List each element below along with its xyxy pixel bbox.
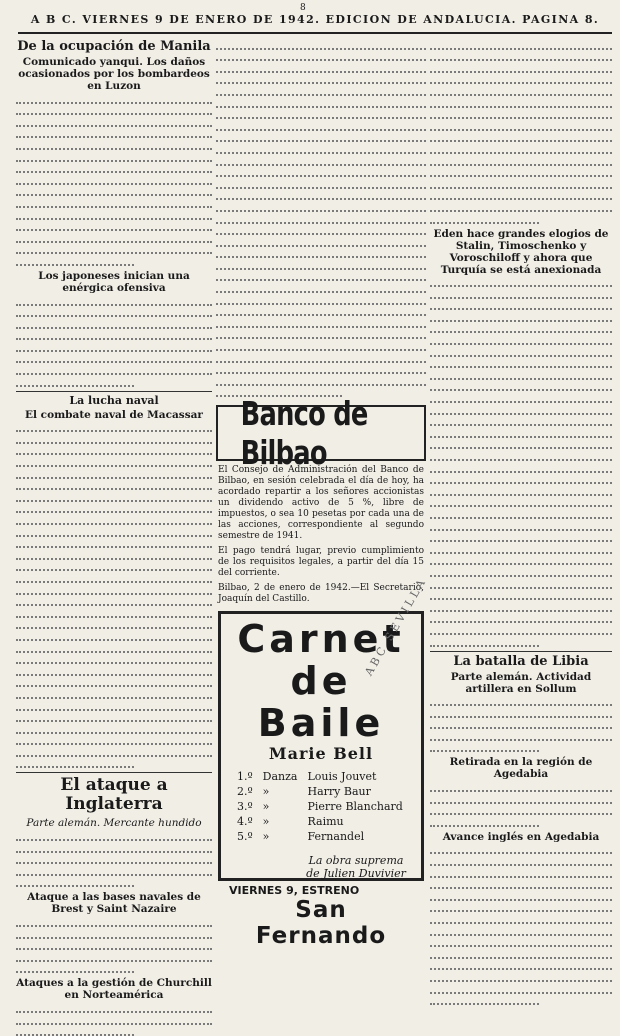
article-body (216, 40, 426, 397)
film-title: Carnet (237, 617, 405, 662)
article-body (430, 782, 612, 826)
tagline-line: de Julien Duvivier (306, 867, 406, 881)
article-body (430, 40, 612, 224)
bank-notice-text: El Consejo de Administración del Banco de Bilbao, en sesión celebrada el día de hoy, ha acordado repartir a los señores accionistas un dividendo activo de 5 %, libre de impuestos, o sea 10 pesetas por cada una de las acciones, correspondiente al segundo semestre de 1941. (218, 465, 424, 542)
cast-name: Fernandel (307, 830, 365, 844)
ataque-headline: El ataque a Inglaterra (60, 775, 168, 815)
film-title: de Baile (257, 659, 385, 746)
premiere-date: VIERNES 9, ESTRENO (229, 884, 360, 898)
churchill-headline: Ataques a la gestión de Churchill en Norteamérica (16, 977, 212, 1002)
cast-name: Pierre Blanchard (307, 800, 403, 814)
bank-notice-signature: Bilbao, 2 de enero de 1942.—El Secretario, Joaquín del Castillo. (218, 583, 424, 605)
cast-ditto: » (262, 785, 270, 799)
newspaper-header: A B C. VIERNES 9 DE ENERO DE 1942. EDICION DE ANDALUCIA. PAGINA 8. (18, 10, 612, 34)
column-right (430, 38, 612, 868)
cast-number: 2.º (237, 785, 253, 799)
cast-dance-word: Danza (262, 770, 298, 784)
divider (430, 651, 612, 652)
cast-name: Raimu (307, 815, 344, 829)
column-middle (216, 38, 426, 950)
cast-ditto: » (262, 815, 270, 829)
bank-advertisement (216, 394, 426, 473)
divider (16, 772, 212, 773)
japoneses-headline: Los japoneses inician una enérgica ofensiva (38, 269, 190, 294)
article-body (16, 423, 212, 769)
article-body (430, 278, 612, 647)
article-body (16, 94, 212, 266)
libia-headline: La batalla de Libia (453, 653, 589, 669)
naval-headline: La lucha naval (69, 393, 159, 407)
manila-subheadline: Comunicado yanqui. Los daños ocasionados por los bombardeos en Luzon (18, 56, 210, 92)
ataque-subheadline: Parte alemán. Mercante hundido (26, 817, 202, 830)
agedabia-headline: Retirada en la región de Agedabia (449, 756, 593, 781)
bank-name: Banco de Bilbao (240, 394, 368, 473)
brest-headline: Ataque a las bases navales de Brest y Saint Nazaire (27, 891, 201, 916)
bank-notice-text: El pago tendrá lugar, previo cumplimiento de los requisitos legales, a partir del día 15 del corriente. (218, 546, 424, 579)
divider (16, 391, 212, 392)
column-left (16, 38, 212, 1002)
avance-headline: Avance inglés en Agedabia (442, 830, 600, 843)
cast-number: 5.º (237, 830, 253, 844)
cast-ditto: » (262, 830, 270, 844)
film-tagline (299, 854, 413, 880)
cast-ditto: » (262, 800, 270, 814)
libia-subheadline: Parte alemán. Actividad artillera en Sollum (450, 670, 592, 695)
watermark: ABC SEVILLA (362, 574, 430, 679)
film-star: Marie Bell (268, 744, 374, 764)
eden-headline: Eden hace grandes elogios de Stalin, Timoschenko y Voroschiloff y ahora que Turquía se está anexionada (433, 227, 609, 276)
article-body (16, 831, 212, 887)
page-number: 8 (300, 3, 306, 13)
article-body (16, 1003, 212, 1036)
cast-number: 4.º (237, 815, 253, 829)
manila-headline: De la ocupación de Manila (17, 39, 211, 54)
naval-subheadline: El combate naval de Macassar (25, 408, 203, 421)
article-body (16, 917, 212, 973)
cast-number: 1.º (237, 770, 253, 784)
article-body (16, 296, 212, 387)
cast-number: 3.º (237, 800, 253, 814)
article-body (430, 697, 612, 753)
cast-name: Louis Jouvet (307, 770, 377, 784)
cinema-name: San Fernando (255, 897, 387, 950)
article-body (430, 845, 612, 1005)
cast-name: Harry Baur (307, 785, 371, 799)
film-cast (229, 769, 413, 844)
film-advertisement (218, 611, 424, 950)
tagline-line: La obra suprema (308, 854, 404, 868)
